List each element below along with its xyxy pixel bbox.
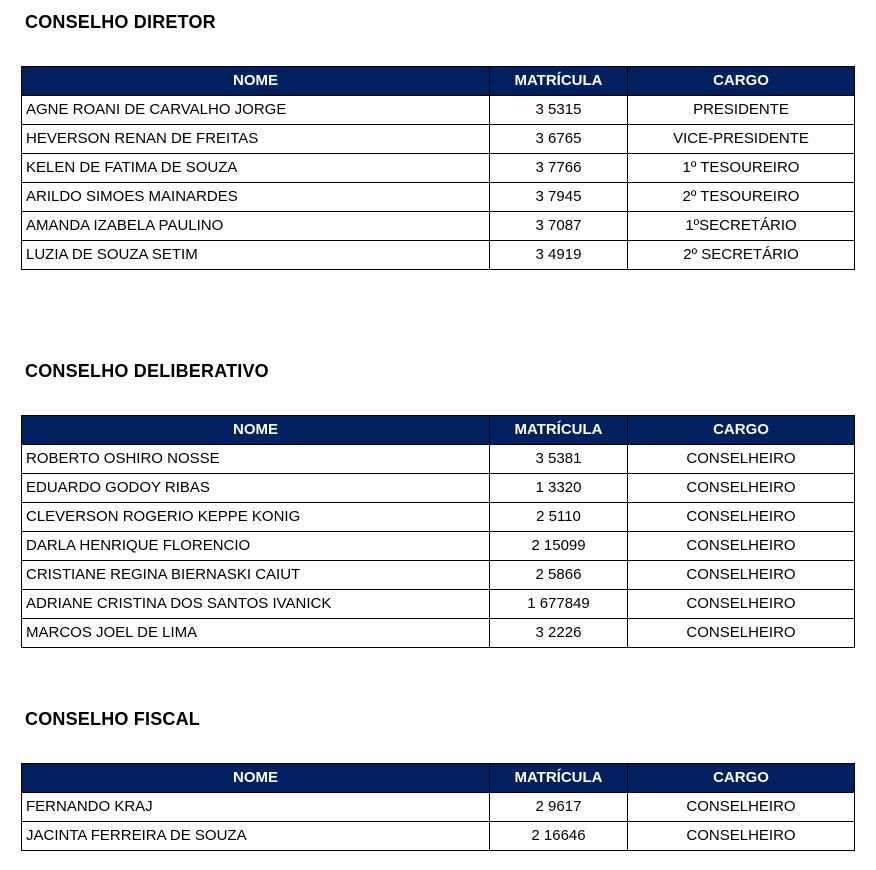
table-header-row <box>22 67 855 96</box>
section-conselho-fiscal <box>21 709 855 851</box>
table-cell-nome: AMANDA IZABELA PAULINO <box>22 212 490 241</box>
column-header-matricula: MATRÍCULA <box>490 67 628 96</box>
table-cell-nome: AGNE ROANI DE CARVALHO JORGE <box>22 96 490 125</box>
table-cell-matricula: 3 7766 <box>490 154 628 183</box>
table-row <box>22 154 855 183</box>
table-cell-nome: DARLA HENRIQUE FLORENCIO <box>22 532 490 561</box>
section-conselho-diretor <box>21 12 855 270</box>
table-row <box>22 183 855 212</box>
table-cell-nome: FERNANDO KRAJ <box>22 793 490 822</box>
table-row <box>22 125 855 154</box>
table-cell-matricula: 3 5315 <box>490 96 628 125</box>
table-cell-nome: HEVERSON RENAN DE FREITAS <box>22 125 490 154</box>
table-cell-matricula: 1 677849 <box>490 590 628 619</box>
table-cell-matricula: 3 4919 <box>490 241 628 270</box>
table-row <box>22 445 855 474</box>
table-cell-cargo: CONSELHEIRO <box>628 474 855 503</box>
table-cell-cargo: 1ºSECRETÁRIO <box>628 212 855 241</box>
table-row <box>22 793 855 822</box>
table-body <box>22 445 855 648</box>
table-body <box>22 793 855 851</box>
table-cell-cargo: CONSELHEIRO <box>628 793 855 822</box>
table-cell-nome: CLEVERSON ROGERIO KEPPE KONIG <box>22 503 490 532</box>
table-cell-matricula: 3 2226 <box>490 619 628 648</box>
table-row <box>22 619 855 648</box>
table-cell-nome: KELEN DE FATIMA DE SOUZA <box>22 154 490 183</box>
table-cell-cargo: PRESIDENTE <box>628 96 855 125</box>
table-row <box>22 532 855 561</box>
table-row <box>22 96 855 125</box>
table-header-row <box>22 416 855 445</box>
table-cell-cargo: CONSELHEIRO <box>628 822 855 851</box>
section-title-conselho-fiscal: CONSELHO FISCAL <box>25 709 201 729</box>
section-conselho-deliberativo <box>21 361 855 648</box>
column-header-cargo: CARGO <box>628 416 855 445</box>
table-cell-matricula: 2 15099 <box>490 532 628 561</box>
table-cell-cargo: 2º TESOUREIRO <box>628 183 855 212</box>
table-cell-matricula: 2 9617 <box>490 793 628 822</box>
table-cell-matricula: 1 3320 <box>490 474 628 503</box>
table-cell-matricula: 3 5381 <box>490 445 628 474</box>
table-cell-cargo: CONSELHEIRO <box>628 590 855 619</box>
table-row <box>22 241 855 270</box>
section-title-conselho-deliberativo: CONSELHO DELIBERATIVO <box>25 361 269 381</box>
table-cell-nome: ADRIANE CRISTINA DOS SANTOS IVANICK <box>22 590 490 619</box>
table-row <box>22 561 855 590</box>
table-cell-cargo: 1º TESOUREIRO <box>628 154 855 183</box>
table-conselho-diretor <box>21 66 855 270</box>
column-header-nome: NOME <box>22 67 490 96</box>
section-title-conselho-diretor: CONSELHO DIRETOR <box>25 12 216 32</box>
table-cell-cargo: CONSELHEIRO <box>628 561 855 590</box>
table-row <box>22 590 855 619</box>
table-cell-nome: MARCOS JOEL DE LIMA <box>22 619 490 648</box>
column-header-cargo: CARGO <box>628 67 855 96</box>
table-cell-cargo: 2º SECRETÁRIO <box>628 241 855 270</box>
table-header-row <box>22 764 855 793</box>
table-cell-nome: ROBERTO OSHIRO NOSSE <box>22 445 490 474</box>
column-header-cargo: CARGO <box>628 764 855 793</box>
table-cell-matricula: 3 7087 <box>490 212 628 241</box>
table-cell-nome: JACINTA FERREIRA DE SOUZA <box>22 822 490 851</box>
table-cell-matricula: 3 7945 <box>490 183 628 212</box>
column-header-matricula: MATRÍCULA <box>490 416 628 445</box>
table-cell-matricula: 2 16646 <box>490 822 628 851</box>
table-cell-cargo: CONSELHEIRO <box>628 532 855 561</box>
table-cell-nome: ARILDO SIMOES MAINARDES <box>22 183 490 212</box>
table-cell-cargo: CONSELHEIRO <box>628 503 855 532</box>
column-header-nome: NOME <box>22 764 490 793</box>
table-row <box>22 822 855 851</box>
table-row <box>22 503 855 532</box>
table-cell-matricula: 2 5866 <box>490 561 628 590</box>
table-cell-matricula: 3 6765 <box>490 125 628 154</box>
table-conselho-fiscal <box>21 763 855 851</box>
table-cell-nome: EDUARDO GODOY RIBAS <box>22 474 490 503</box>
table-conselho-deliberativo <box>21 415 855 648</box>
table-cell-nome: CRISTIANE REGINA BIERNASKI CAIUT <box>22 561 490 590</box>
column-header-matricula: MATRÍCULA <box>490 764 628 793</box>
table-cell-cargo: VICE-PRESIDENTE <box>628 125 855 154</box>
table-cell-cargo: CONSELHEIRO <box>628 445 855 474</box>
table-cell-cargo: CONSELHEIRO <box>628 619 855 648</box>
table-cell-nome: LUZIA DE SOUZA SETIM <box>22 241 490 270</box>
table-body <box>22 96 855 270</box>
table-row <box>22 474 855 503</box>
table-cell-matricula: 2 5110 <box>490 503 628 532</box>
column-header-nome: NOME <box>22 416 490 445</box>
table-row <box>22 212 855 241</box>
